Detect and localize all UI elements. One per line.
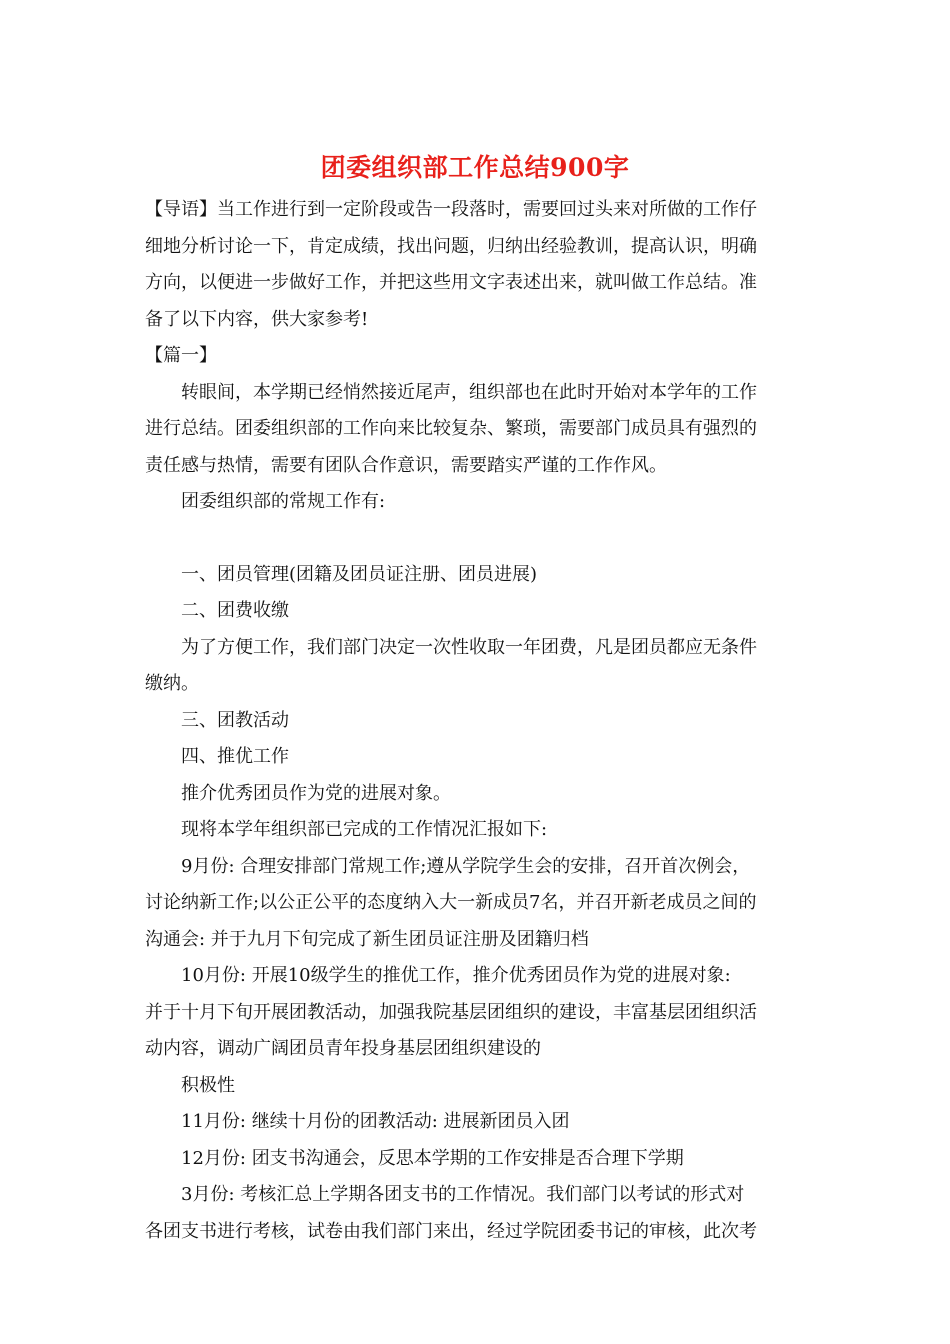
document-title: 团委组织部工作总结900字 [320, 153, 630, 182]
paragraph-line: 缴纳。 [145, 673, 199, 694]
intro-line: 方向，以便进一步做好工作，并把这些用文字表述出来，就叫做工作总结。准 [145, 272, 757, 293]
intro-line: 【导语】当工作进行到一定阶段或告一段落时，需要回过头来对所做的工作仔 [145, 199, 757, 220]
october-report-tail: 积极性 [181, 1074, 235, 1096]
november-report: 11月份: 继续十月份的团教活动: 进展新团员入团 [181, 1111, 570, 1132]
intro-line: 细地分析讨论一下，肯定成绩，找出问题，归纳出经验教训，提高认识，明确 [145, 235, 757, 257]
march-report [145, 1177, 807, 1250]
intro-line: 备了以下内容，供大家参考! [145, 308, 369, 330]
paragraph-line: 9月份: 合理安排部门常规工作;遵从学院学生会的安排，召开首次例会， [181, 855, 751, 877]
list-item-4-description: 推介优秀团员作为党的进展对象。 [181, 782, 451, 804]
paragraph-line: 并于十月下旬开展团教活动，加强我院基层团组织的建设，丰富基层团组织活 [145, 1001, 757, 1023]
list-item-4: 四、推优工作 [181, 746, 289, 767]
paragraph-line: 各团支书进行考核，试卷由我们部门来出，经过学院团委书记的审核，此次考 [145, 1220, 757, 1242]
paragraph-line: 转眼间，本学期已经悄然接近尾声，组织部也在此时开始对本学年的工作 [181, 381, 757, 403]
paragraph-line: 责任感与热情，需要有团队合作意识，需要踏实严谨的工作作风。 [145, 454, 667, 476]
paragraph-line: 为了方便工作，我们部门决定一次性收取一年团费，凡是团员都应无条件 [181, 636, 757, 658]
section-heading: 【篇一】 [145, 345, 217, 366]
paragraph-line: 讨论纳新工作;以公正公平的态度纳入大一新成员7名，并召开新老成员之间的 [145, 892, 757, 913]
september-report [145, 849, 807, 959]
paragraph-1 [145, 375, 807, 485]
list-item-2-description [145, 630, 807, 703]
paragraph-line: 10月份: 开展10级学生的推优工作，推介优秀团员作为党的进展对象: [181, 965, 731, 986]
blank-line [145, 521, 807, 557]
report-intro: 现将本学年组织部已完成的工作情况汇报如下: [181, 819, 548, 840]
list-item-1: 一、团员管理(团籍及团员证注册、团员进展) [181, 563, 538, 585]
intro-paragraph [145, 192, 807, 338]
list-item-2: 二、团费收缴 [181, 600, 289, 621]
list-item-3: 三、团教活动 [181, 709, 289, 731]
october-report [145, 958, 807, 1068]
december-report: 12月份: 团支书沟通会，反思本学期的工作安排是否合理下学期 [181, 1147, 684, 1169]
paragraph-line: 进行总结。团委组织部的工作向来比较复杂、繁琐，需要部门成员具有强烈的 [145, 418, 757, 439]
paragraph-line: 动内容，调动广阔团员青年投身基层团组织建设的 [145, 1038, 541, 1059]
paragraph-2: 团委组织部的常规工作有: [181, 491, 386, 512]
paragraph-line: 沟通会: 并于九月下旬完成了新生团员证注册及团籍归档 [145, 928, 589, 950]
document-body [145, 192, 807, 1250]
paragraph-line: 3月份: 考核汇总上学期各团支书的工作情况。我们部门以考试的形式对 [181, 1184, 745, 1205]
